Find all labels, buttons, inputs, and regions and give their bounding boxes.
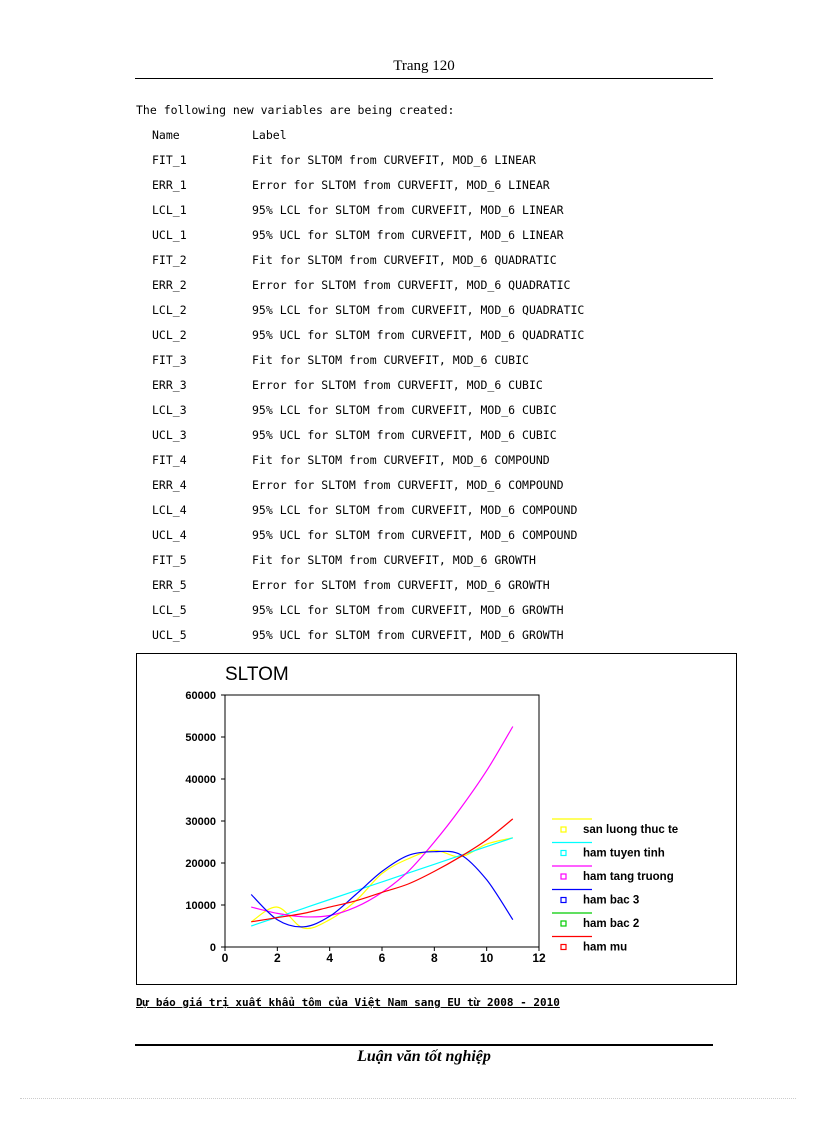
table-row [152,628,584,653]
x-tick-label: 4 [326,951,334,965]
y-tick-label: 0 [209,942,216,954]
table-row [152,528,584,553]
x-tick-label: 2 [273,951,281,965]
column-header-label: Label [252,128,287,142]
variable-label: 95% LCL for SLTOM from CURVEFIT, MOD_6 CUBIC [252,403,557,417]
variable-label: 95% UCL for SLTOM from CURVEFIT, MOD_6 LINEAR [252,228,564,242]
x-tick-label: 6 [378,951,386,965]
x-tick-label: 8 [430,951,438,965]
legend-label: ham mu [583,941,628,954]
table-row [152,328,584,353]
column-header-name: Name [152,128,180,142]
y-tick-label: 60000 [185,690,216,702]
y-tick-label: 40000 [185,774,216,786]
variable-name: UCL_4 [152,528,187,542]
header-divider [135,78,713,79]
variable-label: Error for SLTOM from CURVEFIT, MOD_6 COMPOUND [252,478,564,492]
variable-name: ERR_1 [152,178,187,192]
figure-caption: Dự báo giá trị xuất khẩu tôm của Việt Nam sang EU từ 2008 - 2010 [136,996,560,1009]
chart-svg [137,654,736,984]
variable-name: LCL_4 [152,503,187,517]
variable-name: FIT_3 [152,353,187,367]
legend-label: ham tang truong [583,871,674,883]
variable-label: 95% UCL for SLTOM from CURVEFIT, MOD_6 COMPOUND [252,528,578,542]
variable-name: LCL_3 [152,403,187,417]
series-line-1 [251,838,513,926]
variable-label: 95% UCL for SLTOM from CURVEFIT, MOD_6 CUBIC [252,428,557,442]
variable-label: 95% UCL for SLTOM from CURVEFIT, MOD_6 GROWTH [252,628,564,642]
variable-label: 95% UCL for SLTOM from CURVEFIT, MOD_6 QUADRATIC [252,328,585,342]
variable-label: 95% LCL for SLTOM from CURVEFIT, MOD_6 GROWTH [252,603,564,617]
variable-name: UCL_1 [152,228,187,242]
chart-title: SLTOM [225,664,289,685]
variable-name: UCL_2 [152,328,187,342]
variable-name: UCL_5 [152,628,187,642]
table-row [152,428,584,453]
table-row [152,603,584,628]
x-tick-label: 0 [221,951,229,965]
x-tick-label: 10 [479,951,494,965]
legend-label: ham tuyen tinh [583,847,665,860]
table-row [152,378,584,403]
y-tick-label: 30000 [185,816,216,828]
variable-label: Error for SLTOM from CURVEFIT, MOD_6 GROWTH [252,578,550,592]
legend-marker [561,827,566,832]
table-row [152,228,584,253]
intro-text: The following new variables are being created: [136,103,455,117]
variable-name: ERR_5 [152,578,187,592]
plot-frame [225,695,539,947]
variable-name: FIT_4 [152,453,187,467]
y-tick-label: 50000 [185,732,216,744]
variable-label: Fit for SLTOM from CURVEFIT, MOD_6 GROWTH [252,553,536,567]
table-row [152,353,584,378]
variable-label: 95% LCL for SLTOM from CURVEFIT, MOD_6 QUADRATIC [252,303,585,317]
legend-label: san luong thuc te [583,824,679,836]
variable-name: LCL_1 [152,203,187,217]
table-row [152,178,584,203]
legend-label: ham bac 2 [583,918,640,930]
curve-fit-chart [136,653,737,985]
variable-label: 95% LCL for SLTOM from CURVEFIT, MOD_6 COMPOUND [252,503,578,517]
page-header: Trang 120 [393,58,455,74]
variable-name: FIT_2 [152,253,187,267]
bottom-dotted-line [20,1098,796,1099]
legend-marker [561,874,566,879]
table-row [152,403,584,428]
table-row [152,453,584,478]
table-row [152,578,584,603]
y-tick-label: 20000 [185,858,216,870]
table-row [152,503,584,528]
legend-label: ham bac 3 [583,894,640,907]
variable-label: Fit for SLTOM from CURVEFIT, MOD_6 CUBIC [252,353,529,367]
legend-marker [561,898,566,903]
variable-name: ERR_4 [152,478,187,492]
variable-label: Fit for SLTOM from CURVEFIT, MOD_6 COMPOUND [252,453,550,467]
variable-label: Fit for SLTOM from CURVEFIT, MOD_6 LINEAR [252,153,536,167]
variable-name: ERR_3 [152,378,187,392]
table-row [152,253,584,278]
series-line-5 [251,819,513,922]
y-tick-label: 10000 [185,900,216,912]
variable-name: LCL_5 [152,603,187,617]
page-footer: Luận văn tốt nghiệp [357,1048,491,1065]
variable-label: Error for SLTOM from CURVEFIT, MOD_6 CUBIC [252,378,543,392]
variable-label: Error for SLTOM from CURVEFIT, MOD_6 LINEAR [252,178,550,192]
legend-marker [561,945,566,950]
table-row [152,278,584,303]
series-line-2 [251,727,513,917]
variables-table [152,128,584,653]
legend-marker [561,921,566,926]
variable-label: Fit for SLTOM from CURVEFIT, MOD_6 QUADRATIC [252,253,557,267]
variable-name: FIT_5 [152,553,187,567]
variable-name: ERR_2 [152,278,187,292]
table-row [152,303,584,328]
variable-label: 95% LCL for SLTOM from CURVEFIT, MOD_6 LINEAR [252,203,564,217]
table-row [152,553,584,578]
variable-name: LCL_2 [152,303,187,317]
variable-name: FIT_1 [152,153,187,167]
table-row [152,478,584,503]
table-row [152,203,584,228]
footer-divider [135,1044,713,1046]
legend-marker [561,851,566,856]
table-header-row [152,128,584,153]
variable-label: Error for SLTOM from CURVEFIT, MOD_6 QUADRATIC [252,278,571,292]
table-row [152,153,584,178]
variable-name: UCL_3 [152,428,187,442]
x-tick-label: 12 [532,951,546,965]
